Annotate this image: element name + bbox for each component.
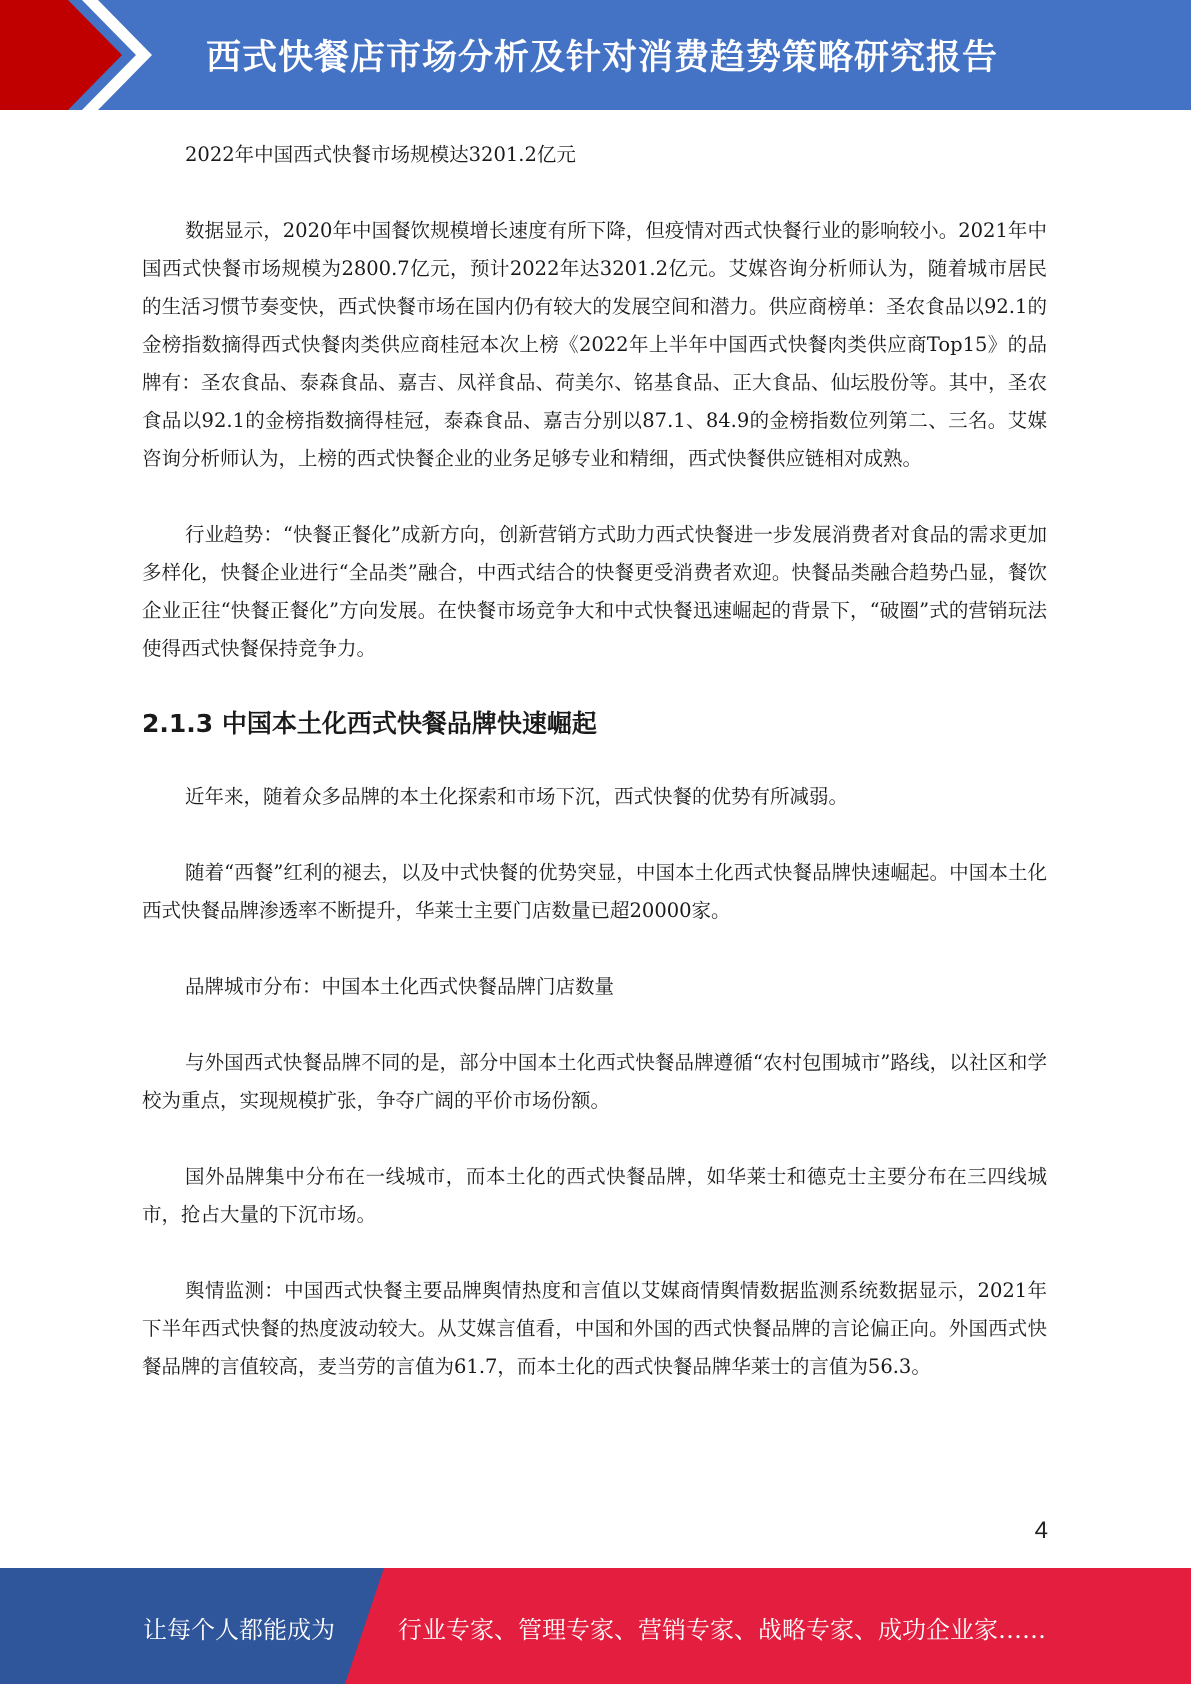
page-header (0, 0, 1191, 110)
footer-slogan-right: 行业专家、管理专家、营销专家、战略专家、成功企业家…… (398, 1616, 1046, 1644)
header-chevron-decoration (0, 0, 160, 110)
paragraph-rural-strategy: 与外国西式快餐品牌不同的是，部分中国本土化西式快餐品牌遵循“农村包围城市”路线，以社区和学校为重点，实现规模扩张，争夺广阔的平价市场份额。 (142, 1051, 1047, 1112)
page-footer (0, 1568, 1191, 1684)
section-heading: 2.1.3 中国本土化西式快餐品牌快速崛起 (142, 709, 597, 738)
paragraph-market-size: 2022年中国西式快餐市场规模达3201.2亿元 (185, 143, 576, 166)
document-body (142, 136, 1047, 1386)
report-title: 西式快餐店市场分析及针对消费趋势策略研究报告 (206, 38, 999, 78)
page-number: 4 (1034, 1517, 1048, 1544)
paragraph-industry-trend: 行业趋势：“快餐正餐化”成新方向，创新营销方式助力西式快餐进一步发展消费者对食品的需求更加多样化，快餐企业进行“全品类”融合，中西式结合的快餐更受消费者欢迎。快餐品类融合趋势凸显，餐饮企业正往“快餐正餐化”方向发展。在快餐市场竞争大和中式快餐迅速崛起的背景下，“破圈”式的营销玩法使得西式快餐保持竞争力。 (142, 523, 1047, 660)
paragraph-sentiment: 舆情监测：中国西式快餐主要品牌舆情热度和言值以艾媒商情舆情数据监测系统数据显示，2021年下半年西式快餐的热度波动较大。从艾媒言值看，中国和外国的西式快餐品牌的言论偏正向。外国西式快餐品牌的言值较高，麦当劳的言值为61.7，而本土化的西式快餐品牌华莱士的言值为56.3。 (142, 1279, 1047, 1378)
paragraph-city-distribution: 品牌城市分布：中国本土化西式快餐品牌门店数量 (185, 975, 615, 998)
paragraph-localization: 近年来，随着众多品牌的本土化探索和市场下沉，西式快餐的优势有所减弱。 (185, 785, 849, 808)
footer-slogan-left: 让每个人都能成为 (143, 1616, 335, 1644)
paragraph-foreign-brands: 国外品牌集中分布在一线城市，而本土化的西式快餐品牌，如华莱士和德克士主要分布在三四线城市，抢占大量的下沉市场。 (142, 1165, 1047, 1226)
paragraph-local-brands-rise: 随着“西餐”红利的褪去，以及中式快餐的优势突显，中国本土化西式快餐品牌快速崛起。中国本土化西式快餐品牌渗透率不断提升，华莱士主要门店数量已超20000家。 (142, 861, 1047, 922)
paragraph-data: 数据显示，2020年中国餐饮规模增长速度有所下降，但疫情对西式快餐行业的影响较小。2021年中国西式快餐市场规模为2800.7亿元，预计2022年达3201.2亿元。艾媒咨询分析师认为，随着城市居民的生活习惯节奏变快，西式快餐市场在国内仍有较大的发展空间和潜力。供应商榜单：圣农食品以92.1的金榜指数摘得西式快餐肉类供应商桂冠本次上榜《2022年上半年中国西式快餐肉类供应商Top15》的品牌有：圣农食品、泰森食品、嘉吉、凤祥食品、荷美尔、铭基食品、正大食品、仙坛股份等。其中，圣农食品以92.1的金榜指数摘得桂冠，泰森食品、嘉吉分别以87.1、84.9的金榜指数位列第二、三名。艾媒咨询分析师认为，上榜的西式快餐企业的业务足够专业和精细，西式快餐供应链相对成熟。 (142, 219, 1047, 470)
